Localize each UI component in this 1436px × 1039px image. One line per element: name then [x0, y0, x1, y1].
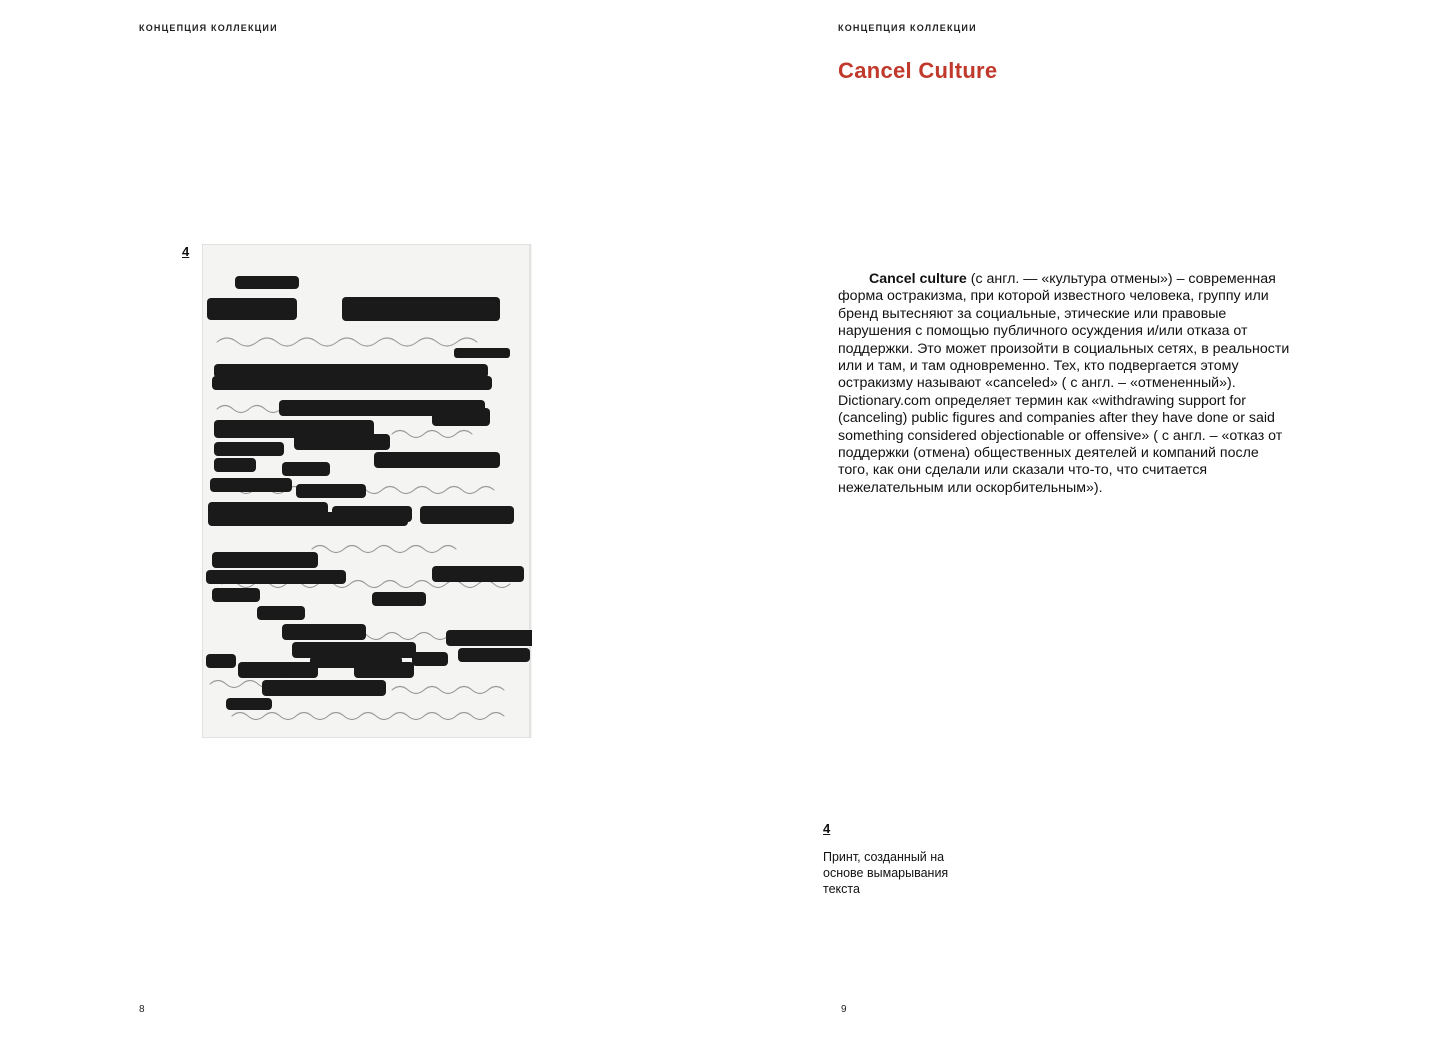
body-text: (с англ. — «культура отмены») – современная форма остракизма, при которой известного человека, группу или бренд вытесняют за социальные, этические или правовые нарушения с помощью публичного осуждения и/или отказа от поддержки. Это может произойти в социальных сетях, в реальности или и там, и там одновременно. Тех, кто подвергается этому остракизму называют «canceled» ( с англ. – «отмененный»). Dictionary.com определяет термин как «withdrawing support for (canceling) public figures and companies after they have done or said something considered objectionable or offensive» ( с англ. – «отказ от поддержки (отмена) общественных деятелей и компаний после того, как они сделали или сказали что-то, что считается нежелательным или оскорбительным»).: [838, 271, 1290, 496]
figure-caption: Принт, созданный на основе вымарывания текста: [823, 850, 949, 896]
right-page: [718, 0, 1436, 1039]
page-number: 9: [841, 1004, 847, 1015]
running-head: КОНЦЕПЦИЯ КОЛЛЕКЦИИ: [838, 23, 977, 33]
lead-term: Cancel culture: [869, 271, 967, 287]
body-paragraph: [838, 271, 1292, 497]
figure-number: 4: [182, 244, 190, 259]
figure-number: 4: [823, 821, 831, 836]
running-head: КОНЦЕПЦИЯ КОЛЛЕКЦИИ: [139, 23, 278, 33]
blackout-print-image: [202, 244, 532, 738]
section-title: Cancel Culture: [838, 58, 998, 83]
page-number: 8: [139, 1004, 145, 1015]
